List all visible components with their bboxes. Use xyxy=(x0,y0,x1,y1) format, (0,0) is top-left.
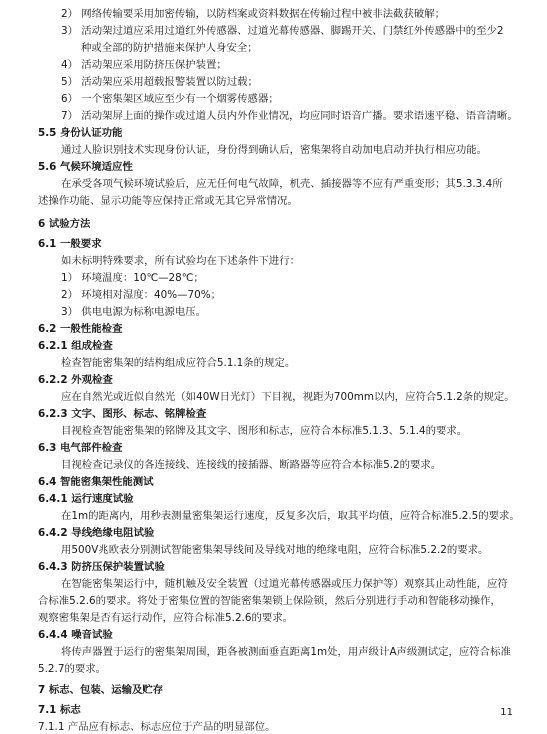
text-line: 6） 一个密集架区域应至少有一个烟雾传感器； xyxy=(61,93,279,105)
section-heading: 6.4.1 运行速度试验 xyxy=(38,493,134,505)
text-line: 5） 活动架应采用超载报警装置以防过载； xyxy=(61,76,258,88)
text-line: 目视检查智能密集架的铭牌及其文字、图形和标志，应符合本标准5.1.3、5.1.4的要求。 xyxy=(61,425,468,437)
section-heading: 6.3 电气部件检查 xyxy=(38,442,123,454)
text-line: 述操作功能、显示功能等应保持正常或无其它异常情况。 xyxy=(38,195,298,207)
text-line: 7） 活动架屏上面的操作或过道人员内外作业情况，均应同时语音广播。要求语速平稳、语音清晰。 xyxy=(61,110,518,122)
text-line: 2） 网络传输要采用加密传输，以防档案或资料数据在传输过程中被非法截获破解； xyxy=(61,8,445,20)
text-line: 3） 供电电源为标称电源电压。 xyxy=(61,306,206,318)
section-heading: 7 标志、包装、运输及贮存 xyxy=(38,684,164,696)
text-line: 2） 环境相对湿度：40%—70%； xyxy=(61,289,222,301)
text-line: 将传声器置于运行的密集架周围，距各被测面垂直距离1m处，用声级计A声级测试定，应符合标准 xyxy=(61,646,511,658)
text-line: 5.2.7的要求。 xyxy=(38,663,107,675)
section-heading: 5.5 身份认证功能 xyxy=(38,127,123,139)
section-heading: 6.4.2 导线绝缘电阻试验 xyxy=(38,527,155,539)
section-heading: 5.6 气候环境适应性 xyxy=(38,161,133,173)
section-heading: 6.4.4 噪音试验 xyxy=(38,629,113,641)
section-heading: 6.4.3 防挤压保护装置试验 xyxy=(38,561,165,573)
text-line: 种或全部的防护措施来保护人身安全； xyxy=(81,42,258,54)
text-line: 1） 环境温度：10℃—28℃； xyxy=(61,272,204,284)
section-heading: 7.1 标志 xyxy=(38,704,81,716)
section-heading: 6.2.3 文字、图形、标志、铭牌检查 xyxy=(38,408,207,420)
text-line: 7.1.1 产品应有标志、标志应位于产品的明显部位。 xyxy=(38,721,276,733)
section-heading: 6.2.1 组成检查 xyxy=(38,340,113,352)
text-line: 如未标明特殊要求，所有试验均在下述条件下进行： xyxy=(61,255,300,267)
text-line: 在承受各项气候环境试验后，应无任何电气故障，机壳、插接器等不应有严重变形；其5.3.3.4所 xyxy=(61,178,503,190)
page-number: 11 xyxy=(500,707,513,718)
text-line: 检查智能密集架的结构组成应符合5.1.1条的规定。 xyxy=(61,357,296,369)
text-line: 观察密集架是否有运行动作，应符合标准5.2.6的要求。 xyxy=(38,612,294,624)
section-heading: 6 试验方法 xyxy=(38,218,91,230)
text-line: 3） 活动架过道应采用过道红外传感器、过道光幕传感器、脚踢开关、门禁红外传感器中的至少2 xyxy=(61,25,504,37)
text-line: 在智能密集架运行中，随机触及安全装置（过道光幕传感器或压力保护等）观察其止动性能，应符 xyxy=(61,578,508,590)
text-line: 在1m的距离内，用秒表测量密集架运行速度，反复多次后，取其平均值，应符合标准5.2.5的要求。 xyxy=(61,510,520,522)
section-heading: 6.2 一般性能检查 xyxy=(38,323,123,335)
text-line: 通过人脸识别技术实现身份认证，身份得到确认后，密集架将自动加电启动并执行相应功能。 xyxy=(61,144,488,156)
text-line: 应在自然光或近似自然光（如40W日光灯）下目视，视距为700mm以内，应符合5.1.2条的规定。 xyxy=(61,391,515,403)
section-heading: 6.1 一般要求 xyxy=(38,238,102,250)
section-heading: 6.2.2 外观检查 xyxy=(38,374,113,386)
text-line: 合标准5.2.6的要求。将处于密集位置的智能密集架锁上保险锁，然后分别进行手动和智能移动操作， xyxy=(38,595,501,607)
text-line: 4） 活动架应采用防挤压保护装置； xyxy=(61,59,227,71)
text-line: 用500V兆欧表分别测试智能密集架导线间及导线对地的绝缘电阻，应符合标准5.2.2的要求。 xyxy=(61,544,489,556)
text-line: 目视检查记录仪的各连接线、连接线的接插器、断路器等应符合本标准5.2的要求。 xyxy=(61,459,442,471)
section-heading: 6.4 智能密集架性能测试 xyxy=(38,476,154,488)
